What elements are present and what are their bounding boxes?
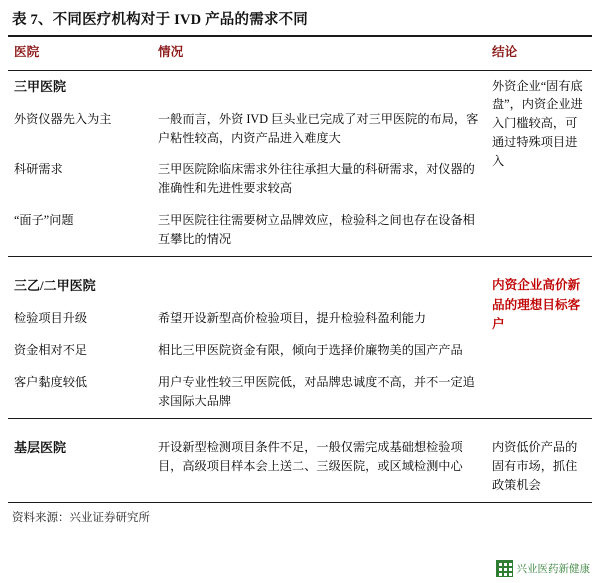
section-group-label: 基层医院 — [14, 439, 67, 455]
table-row — [8, 270, 592, 303]
table-header-row — [8, 37, 592, 70]
row-detail: 一般而言，外资 IVD 巨头业已完成了对三甲医院的布局，客户粘性较高，内资产品进入难度大 — [158, 111, 479, 145]
section-conclusion: 外资企业“固有底盘”，内资企业进入门槛较高，可通过特殊项目进入 — [492, 78, 583, 169]
qr-code-icon — [496, 560, 513, 577]
row-detail: 三甲医院除临床需求外往往承担大量的科研需求，对仪器的准确性和先进性要求较高 — [158, 162, 475, 196]
watermark-badge — [496, 560, 591, 577]
section-divider — [8, 257, 592, 271]
row-label: 外资仪器先入为主 — [14, 111, 112, 126]
section-group-label: 三甲医院 — [14, 78, 67, 94]
section-group-label: 三乙/二甲医院 — [14, 278, 96, 294]
section-conclusion: 内资企业高价新品的理想目标客户 — [492, 278, 581, 332]
row-label: 资金相对不足 — [14, 343, 88, 358]
column-header-conclusion: 结论 — [492, 45, 518, 59]
page-title: 表 7、不同医疗机构对于 IVD 产品的需求不同 — [12, 12, 309, 28]
section-divider — [8, 418, 592, 432]
row-label: “面子”问题 — [14, 213, 74, 228]
row-label: 科研需求 — [14, 162, 63, 177]
section-group-spacer — [152, 70, 486, 104]
column-header-hospital: 医院 — [14, 45, 40, 59]
column-header-situation: 情况 — [158, 45, 184, 59]
source-note: 资料来源：兴业证券研究所 — [12, 511, 150, 524]
table-header — [8, 37, 592, 70]
row-label: 检验项目升级 — [14, 311, 88, 326]
section-conclusion: 内资低价产品的固有市场，抓住政策机会 — [492, 439, 578, 492]
table-body — [8, 70, 592, 502]
watermark-label: 兴业医药新健康 — [516, 563, 590, 575]
row-detail: 相比三甲医院资金有限，倾向于选择价廉物美的国产产品 — [158, 343, 463, 358]
row-detail: 希望开设新型高价检验项目，提升检验科盈利能力 — [158, 311, 427, 326]
row-detail: 三甲医院往往需要树立品牌效应，检验科之间也存在设备相互攀比的情况 — [158, 213, 475, 247]
row-detail: 用户专业性较三甲医院低，对品牌忠诚度不高，并不一定追求国际大品牌 — [158, 375, 475, 408]
ivd-demand-table — [8, 37, 592, 502]
row-label: 客户黏度较低 — [14, 375, 88, 390]
row-detail: 开设新型检测项目条件不足，一般仅需完成基础想检验项目，高级项目样本会上送二、三级医院，或区域检测中心 — [158, 439, 463, 473]
table-row — [8, 70, 592, 104]
section-group-spacer — [152, 270, 486, 303]
table-row — [8, 432, 592, 502]
